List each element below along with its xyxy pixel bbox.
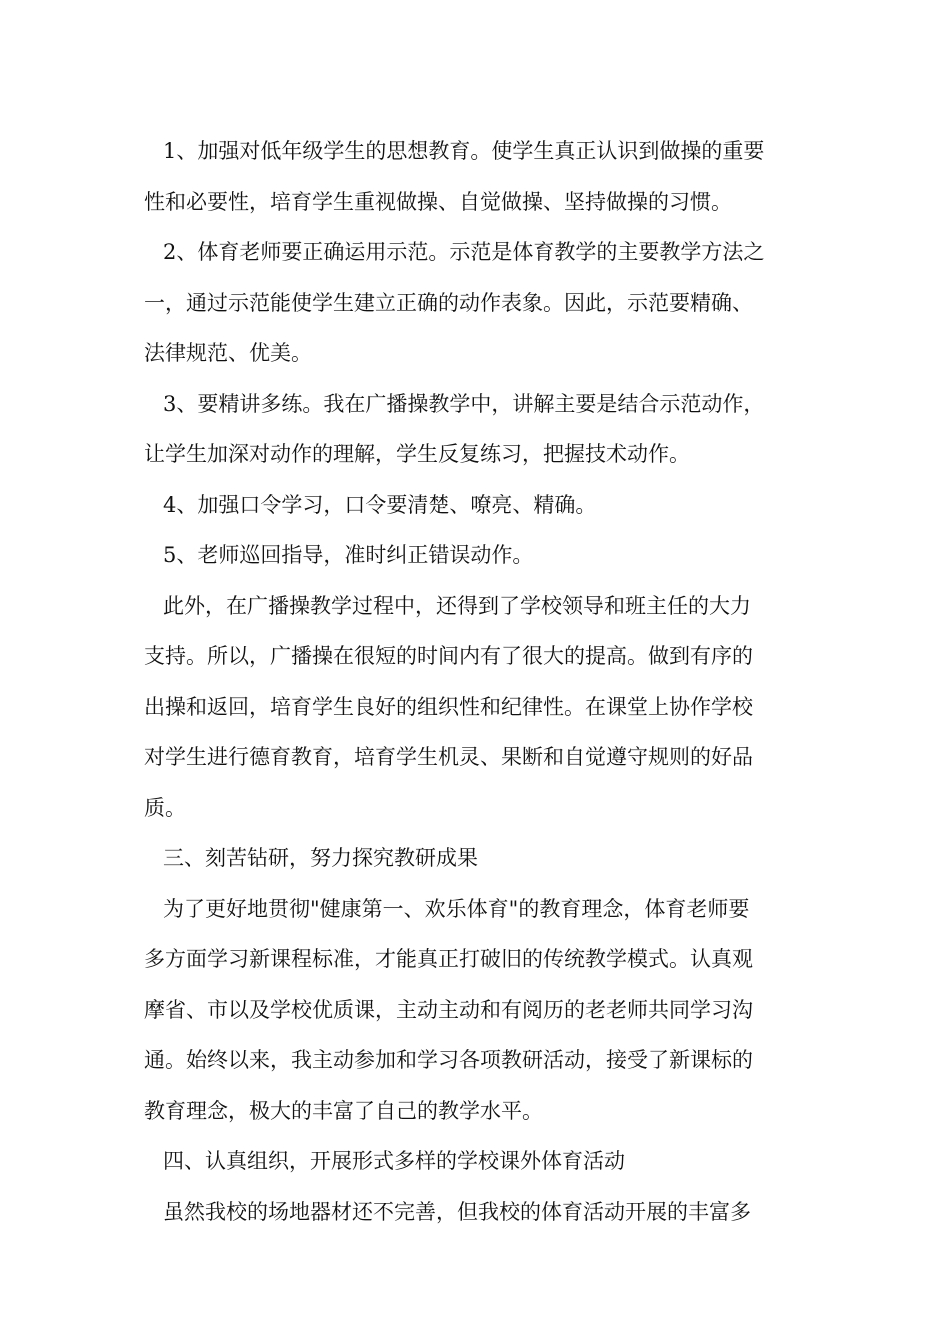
- text-line: 为了更好地贯彻"健康第一、欢乐体育"的教育理念，体育老师要: [163, 896, 750, 921]
- text-line: 虽然我校的场地器材还不完善，但我校的体育活动开展的丰富多: [163, 1199, 751, 1224]
- section-heading: 四、认真组织，开展形式多样的学校课外体育活动: [163, 1149, 625, 1173]
- text-line: 对学生进行德育教育，培育学生机灵、果断和自觉遵守规则的好品: [144, 745, 753, 769]
- text-line: 出操和返回，培育学生良好的组织性和纪律性。在课堂上协作学校: [144, 694, 753, 719]
- text-line: 性和必要性，培育学生重视做操、自觉做操、坚持做操的习惯。: [144, 189, 732, 214]
- text-line: 支持。所以，广播操在很短的时间内有了很大的提高。做到有序的: [144, 644, 753, 668]
- text-line: 摩省、市以及学校优质课，主动主动和有阅历的老老师共同学习沟: [144, 997, 753, 1022]
- text-line: 法律规范、优美。: [144, 341, 312, 365]
- section-heading: 三、刻苦钻研，努力探究教研成果: [163, 846, 478, 870]
- text-line: 4、加强口令学习，口令要清楚、嘹亮、精确。: [163, 492, 597, 517]
- text-line: 此外，在广播操教学过程中，还得到了学校领导和班主任的大力: [163, 593, 751, 618]
- text-line: 一，通过示范能使学生建立正确的动作表象。因此，示范要精确、: [144, 290, 753, 315]
- text-line: 教育理念，极大的丰富了自己的教学水平。: [144, 1098, 543, 1123]
- text-line: 3、要精讲多练。我在广播操教学中，讲解主要是结合示范动作，: [163, 391, 765, 416]
- text-line: 1、加强对低年级学生的思想教育。使学生真正认识到做操的重要: [163, 139, 765, 163]
- text-line: 5、老师巡回指导，准时纠正错误动作。: [163, 543, 534, 567]
- text-line: 让学生加深对动作的理解，学生反复练习，把握技术动作。: [144, 442, 690, 466]
- text-line: 质。: [144, 795, 186, 820]
- document-body: [144, 126, 808, 1237]
- text-line: 2、体育老师要正确运用示范。示范是体育教学的主要教学方法之: [163, 240, 765, 264]
- text-line: 多方面学习新课程标准，才能真正打破旧的传统教学模式。认真观: [144, 947, 753, 971]
- text-line: 通。始终以来，我主动参加和学习各项教研活动，接受了新课标的: [144, 1048, 753, 1072]
